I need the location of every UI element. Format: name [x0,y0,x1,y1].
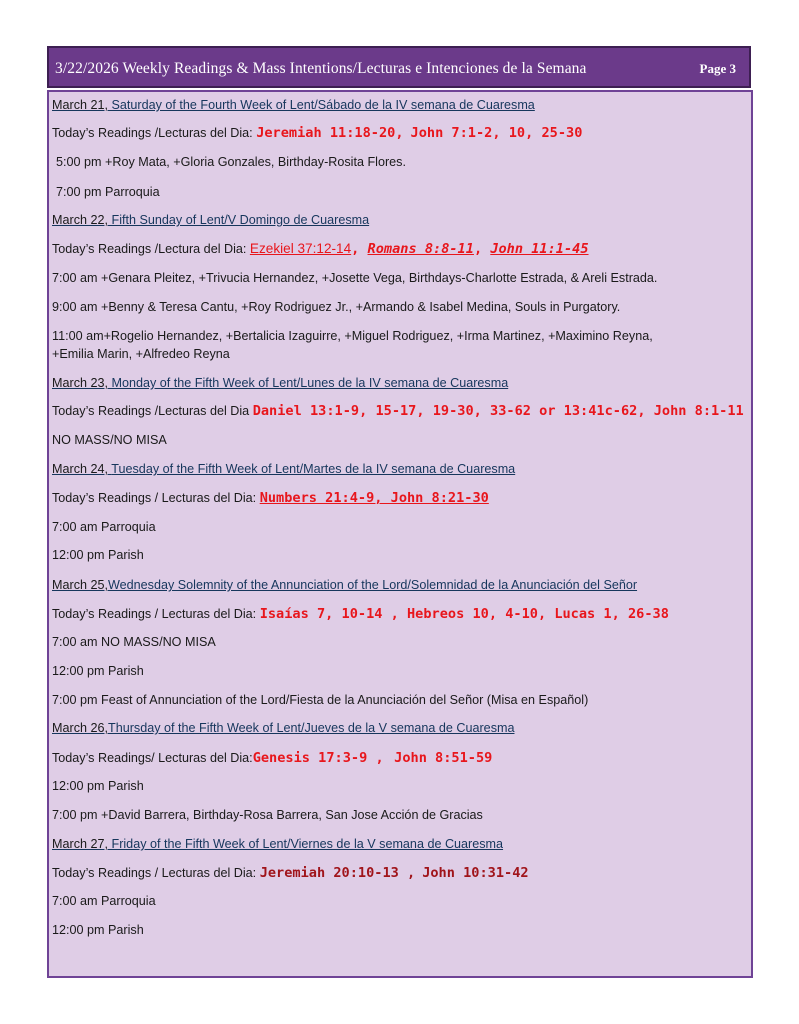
mass-intention: 9:00 am +Benny & Teresa Cantu, +Roy Rodriguez Jr., +Armando & Isabel Medina, Souls in Purgatory. [52,300,621,314]
mass-intention: NO MASS/NO MISA [52,433,167,447]
readings-label: Today’s Readings /Lectura del Dia: [52,242,247,256]
reading: Romans 8:8-11 [367,241,474,257]
day-heading-mar27 [52,837,503,851]
readings-line-mar27 [52,865,529,881]
mass-intention: 12:00 pm Parish [52,548,144,562]
mass-intention: 7:00 am +Genara Pleitez, +Trivucia Hernandez, +Josette Vega, Birthdays-Charlotte Estrada, & Areli Estrada. [52,271,658,285]
reading: John 8:51-59 [394,750,493,766]
readings-line-mar24 [52,490,489,506]
readings-line-mar26 [52,750,492,766]
day-heading-mar24 [52,462,515,476]
mass-intention: +Emilia Marin, +Alfredeo Reyna [52,347,230,361]
readings-line-mar23 [52,403,744,419]
day-title: Fifth Sunday of Lent/V Domingo de Cuaresma [111,213,370,227]
day-date: March 21, [52,98,108,112]
reading: Numbers 21:4-9, John 8:21-30 [259,490,489,506]
header-title: 3/22/2026 Weekly Readings & Mass Intentions/Lecturas e Intenciones de la Semana [55,60,587,77]
mass-intention: 5:00 pm +Roy Mata, +Gloria Gonzales, Birthday-Rosita Flores. [56,155,406,169]
mass-intention: 12:00 pm Parish [52,779,144,793]
reading: Ezekiel 37:12-14 [249,241,352,256]
day-date: March 25, [52,578,108,592]
mass-intention: 12:00 pm Parish [52,664,144,678]
page-number: Page 3 [699,61,736,76]
day-title: Wednesday Solemnity of the Annunciation of the Lord/Solemnidad de la Anunciación del Señor [108,578,638,592]
readings-label: Today’s Readings/ Lecturas del Dia: [52,751,253,765]
page-header [47,46,751,88]
day-date: March 22, [52,213,108,227]
day-heading-mar22 [52,213,369,227]
readings-line-mar25 [52,606,669,622]
mass-intention: 7:00 am Parroquia [52,894,156,908]
day-title: Friday of the Fifth Week of Lent/Viernes de la V semana de Cuaresma [111,837,504,851]
reading: John 10:31-42 [422,865,529,881]
mass-intention: 7:00 pm Feast of Annunciation of the Lord/Fiesta de la Anunciación del Señor (Misa en Español) [52,693,589,707]
reading: John 11:1-45 [490,241,589,257]
day-date: March 27, [52,837,108,851]
mass-intention: 7:00 am NO MASS/NO MISA [52,635,216,649]
day-date: March 24, [52,462,108,476]
readings-label: Today’s Readings /Lecturas del Dia: [52,126,253,140]
reading: Jeremiah 11:18-20, [256,125,404,141]
day-title: Monday of the Fifth Week of Lent/Lunes de la IV semana de Cuaresma [111,376,509,390]
mass-intention: 12:00 pm Parish [52,923,144,937]
day-heading-mar26 [52,721,514,735]
reading: Daniel 13:1-9, 15-17, 19-30, 33-62 or 13:41c-62, John 8:1-11 [252,403,744,419]
day-heading-mar25 [52,578,637,592]
mass-intention: 7:00 am Parroquia [52,520,156,534]
reading: Genesis 17:3-9 , [252,750,384,766]
readings-line-mar21 [52,125,582,141]
readings-label: Today’s Readings / Lecturas del Dia: [52,607,257,621]
mass-intention: 7:00 pm +David Barrera, Birthday-Rosa Barrera, San Jose Acción de Gracias [52,808,483,822]
readings-label: Today’s Readings / Lecturas del Dia: [52,491,257,505]
readings-label: Today’s Readings / Lecturas del Dia: [52,866,257,880]
day-date: March 23, [52,376,108,390]
day-title: Saturday of the Fourth Week of Lent/Sábado de la IV semana de Cuaresma [111,98,535,112]
day-heading-mar23 [52,376,508,390]
mass-intention: 11:00 am+Rogelio Hernandez, +Bertalicia Izaguirre, +Miguel Rodriguez, +Irma Martinez, +Maximino Reyna, [52,329,653,343]
reading: Isaías 7, 10-14 , Hebreos 10, 4-10, Lucas 1, 26-38 [259,606,669,622]
day-title: Tuesday of the Fifth Week of Lent/Martes de la IV semana de Cuaresma [111,462,516,476]
readings-line-mar22: Today’s Readings /Lectura del Dia: Ezekiel 37:12-14, Romans 8:8-11, John 11:1-45 [52,241,589,257]
day-date: March 26, [52,721,108,735]
day-title: Thursday of the Fifth Week of Lent/Jueves de la V semana de Cuaresma [108,721,515,735]
day-heading-mar21 [52,98,535,112]
reading: Jeremiah 20:10-13 , [259,865,416,881]
readings-label: Today’s Readings /Lecturas del Dia [52,404,250,418]
mass-intention: 7:00 pm Parroquia [56,185,160,199]
reading: John 7:1-2, 10, 25-30 [410,125,583,141]
